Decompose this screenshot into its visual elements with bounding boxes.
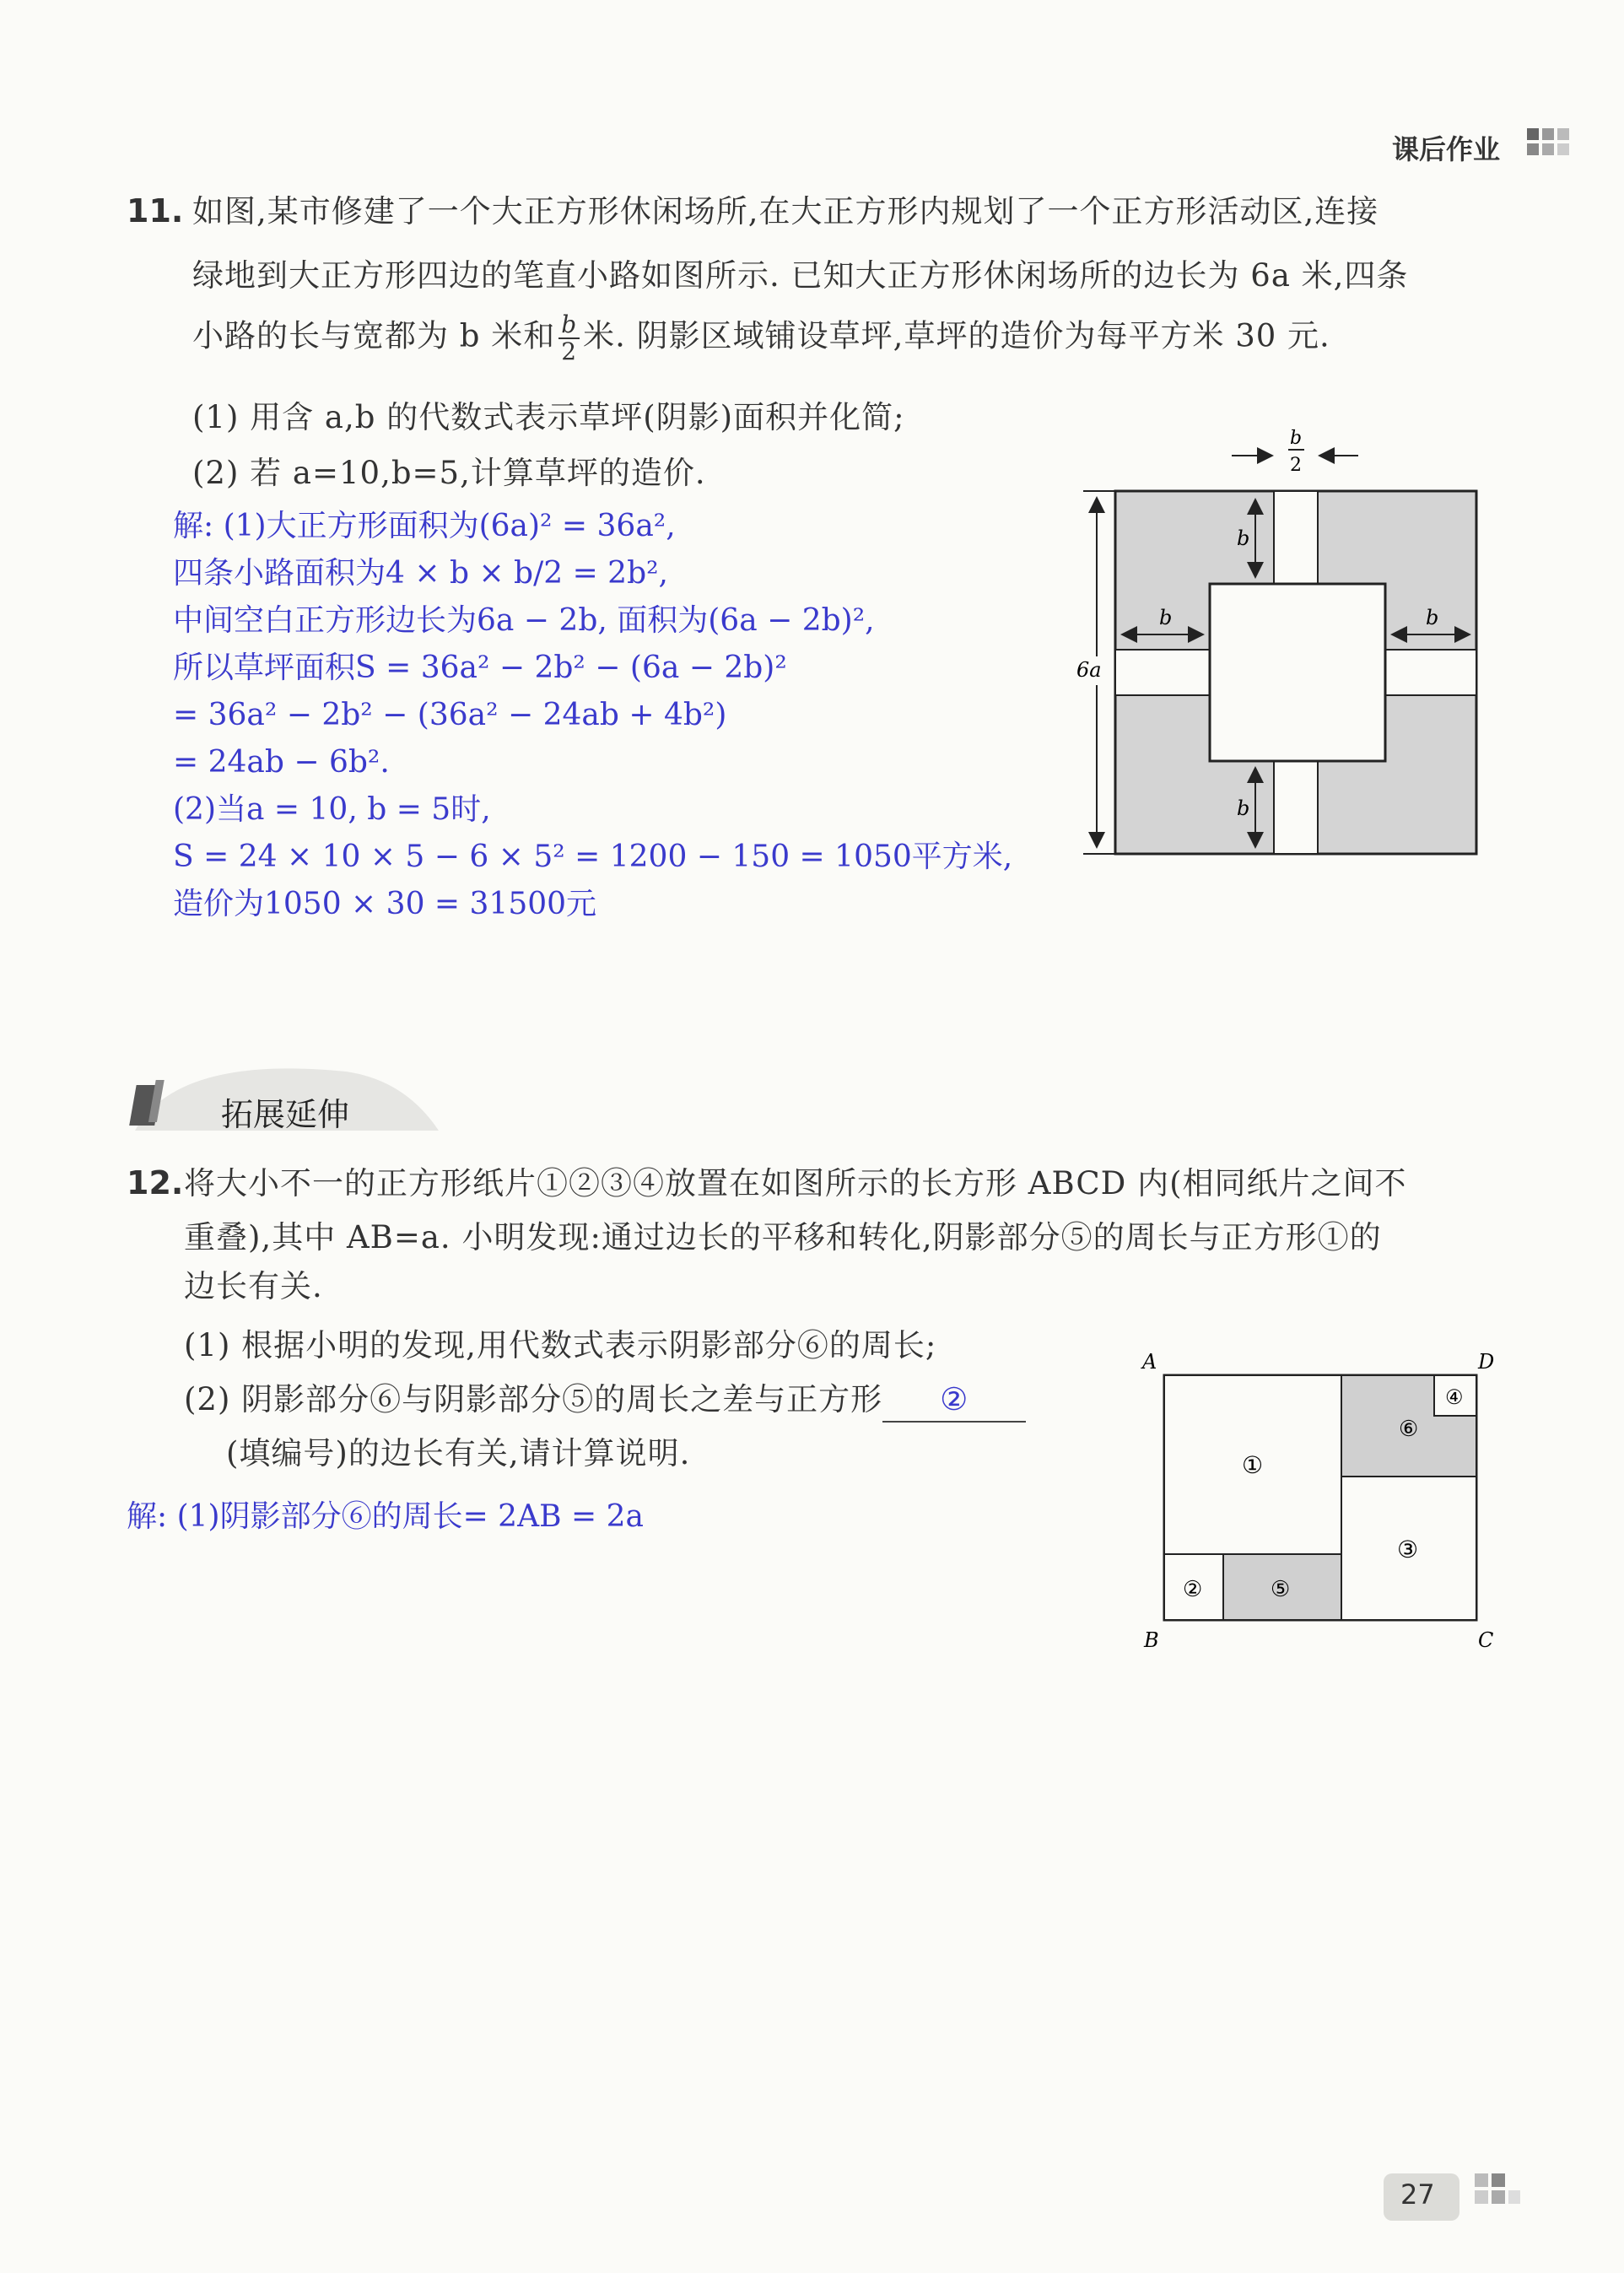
top-path (1274, 491, 1318, 584)
label-b-top: b (1237, 526, 1250, 550)
q12-line1: 将大小不一的正方形纸片①②③④放置在如图所示的长方形 ABCD 内(相同纸片之间不 (184, 1165, 1407, 1201)
q11-sol-line: 造价为1050 × 30 = 31500元 (173, 887, 597, 921)
q12-solution: 解: (1)阴影部分⑥的周长= 2AB = 2a (127, 1499, 644, 1534)
footer-grid-icon (1475, 2173, 1522, 2221)
label-b-left: b (1159, 606, 1173, 629)
q11-line3 (192, 312, 1330, 364)
q11-line1: 如图,某市修建了一个大正方形休闲场所,在大正方形内规划了一个正方形活动区,连接 (192, 193, 1379, 229)
q11-sol-line: 中间空白正方形边长为6a − 2b, 面积为(6a − 2b)², (173, 603, 875, 638)
q11-sol-line: = 36a² − 2b² − (36a² − 24ab + 4b²) (173, 698, 727, 732)
page-number: 27 (1400, 2179, 1435, 2211)
q11-line2: 绿地到大正方形四边的笔直小路如图所示. 已知大正方形休闲场所的边长为 6a 米,四条 (192, 257, 1409, 294)
q12-number: 12. (127, 1164, 184, 1201)
q12-line2: 重叠),其中 AB=a. 小明发现:通过边长的平移和转化,阴影部分⑤的周长与正方形①的 (184, 1219, 1382, 1255)
q11-sol-line: 四条小路面积为4 × b × b/2 = 2b², (173, 556, 669, 591)
q11-figure (1071, 422, 1493, 869)
label-1: ① (1242, 1451, 1264, 1479)
q11-solution (173, 503, 1012, 928)
q11-sub2: (2) 若 a=10,b=5,计算草坪的造价. (192, 455, 706, 491)
header-grid-icon (1527, 128, 1574, 159)
q12-sub1: (1) 根据小明的发现,用代数式表示阴影部分⑥的周长; (184, 1327, 937, 1363)
q11-sol-line: = 24ab − 6b². (173, 745, 390, 780)
q12-sub2-pre: (2) 阴影部分⑥与阴影部分⑤的周长之差与正方形 (184, 1381, 883, 1417)
label-6: ⑥ (1399, 1417, 1419, 1442)
q11-fraction: $\frac{b}{2}$ (558, 312, 580, 364)
q12-line3: 边长有关. (184, 1268, 323, 1304)
q12-answer-blank: ② (882, 1379, 1026, 1423)
q11-sol-line: 解: (1)大正方形面积为(6a)² = 36a², (173, 509, 676, 543)
label-b-bottom: b (1237, 796, 1250, 820)
label-B: B (1144, 1628, 1159, 1652)
q12-sub2 (184, 1379, 1026, 1423)
q11-number: 11. (127, 192, 184, 229)
bottom-path (1274, 761, 1318, 854)
q11-sub1: (1) 用含 a,b 的代数式表示草坪(阴影)面积并化简; (192, 399, 905, 435)
section-title: 拓展延伸 (221, 1096, 350, 1133)
label-C: C (1478, 1628, 1494, 1652)
center-square (1210, 584, 1385, 761)
label-3: ③ (1397, 1536, 1419, 1563)
label-5: ⑤ (1271, 1577, 1291, 1602)
label-4: ④ (1445, 1385, 1464, 1409)
q11-sol-line: 所以草坪面积S = 36a² − 2b² − (6a − 2b)² (173, 651, 787, 685)
label-half-num: b (1289, 428, 1303, 449)
label-2: ② (1183, 1577, 1203, 1602)
label-half-den: 2 (1290, 455, 1302, 476)
q12-sub2-post: (填编号)的边长有关,请计算说明. (226, 1435, 691, 1471)
left-path (1115, 650, 1210, 695)
label-D: D (1478, 1350, 1495, 1374)
right-path (1385, 650, 1476, 695)
q12-figure (1130, 1342, 1502, 1654)
q11-line3-pre: 小路的长与宽都为 b 米和 (192, 317, 556, 354)
label-b-right: b (1426, 606, 1439, 629)
header-title: 课后作业 (1392, 133, 1501, 165)
q11-sol-line: (2)当a = 10, b = 5时, (173, 792, 491, 827)
q11-line3-post: 米. 阴影区域铺设草坪,草坪的造价为每平方米 30 元. (583, 317, 1330, 354)
label-6a: 6a (1076, 658, 1102, 682)
label-A: A (1142, 1350, 1157, 1374)
q11-sol-line: S = 24 × 10 × 5 − 6 × 5² = 1200 − 150 = 1050平方米, (173, 840, 1013, 874)
